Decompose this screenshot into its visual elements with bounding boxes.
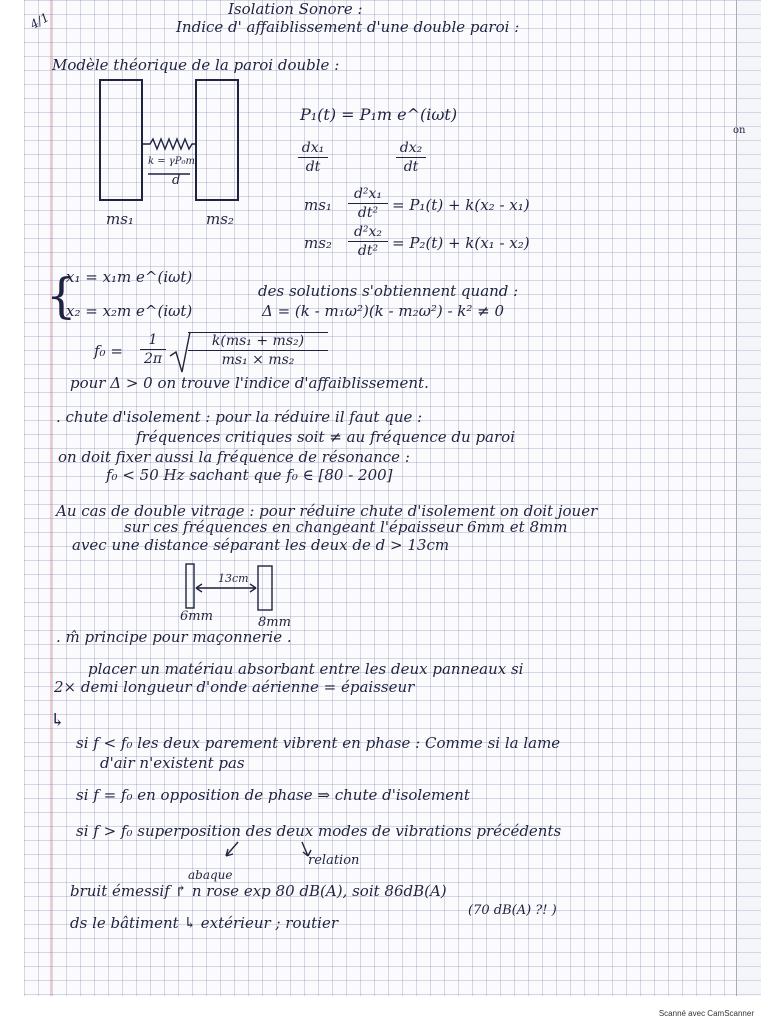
system-brace: { — [46, 268, 77, 324]
bruit-line-1: bruit émessif ↱ n rose exp 80 dB(A), soit 86dB(A) — [70, 882, 447, 900]
eq-motion-2-den: dt² — [357, 243, 379, 259]
glass-right-label: 8mm — [258, 615, 291, 630]
sys-x2: x₂ = x₂m e^(iωt) — [66, 302, 193, 320]
line-double-3: avec une distance séparant les deux de d > 13cm — [72, 536, 450, 554]
glass-left-label: 6mm — [180, 609, 213, 624]
f0-frac — [140, 332, 166, 367]
model-heading: Modèle théorique de la paroi double : — [52, 56, 340, 74]
eq-pressure: P₁(t) = P₁m e^(iωt) — [300, 105, 458, 124]
f0-sqrt — [188, 332, 328, 368]
line-freq: fréquences critiques soit ≠ au fréquence du paroi — [136, 428, 515, 446]
eq-motion-2-lhs: ms₂ — [304, 234, 332, 252]
title-line-1: Isolation Sonore : — [228, 0, 363, 18]
eq-deriv-2 — [396, 140, 426, 175]
line-f0-condition: f₀ < 50 Hz sachant que f₀ ∈ [80 - 200] — [106, 466, 393, 484]
line-principe: . m̂ principe pour maçonnerie . — [56, 628, 292, 646]
eq-deriv-1 — [298, 140, 328, 175]
bruit-paren: (70 dB(A) ?! ) — [468, 903, 557, 918]
eq-motion-2-frac — [348, 224, 388, 259]
eq-deriv-1-num: dx₁ — [301, 140, 325, 156]
f0-sqrt-num: k(ms₁ + ms₂) — [211, 333, 305, 349]
spring-constant-den: d — [172, 173, 181, 188]
arrow-icon: ↳ — [50, 710, 66, 731]
f0-frac-num: 1 — [148, 332, 158, 348]
note-relation: relation — [308, 853, 360, 868]
double-wall-diagram — [96, 78, 256, 218]
eq-deriv-2-num: dx₂ — [399, 140, 423, 156]
page-edge-strip — [733, 0, 761, 996]
line-fixer: on doit fixer aussi la fréquence de résonance : — [58, 448, 410, 466]
label-ms2: ms₂ — [206, 210, 234, 228]
case-1-a: si f < f₀ les deux parement vibrent en phase : Comme si la lame — [76, 734, 561, 752]
case-1-b: d'air n'existent pas — [100, 754, 245, 772]
eq-motion-1-lhs: ms₁ — [304, 196, 332, 214]
margin-line — [50, 0, 52, 996]
solutions-text: des solutions s'obtiennent quand : — [258, 282, 519, 300]
line-demi: 2× demi longueur d'onde aérienne = épaisseur — [54, 678, 415, 696]
glass-gap-label: 13cm — [218, 572, 249, 585]
line-double-1: Au cas de double vitrage : pour réduire chute d'isolement on doit jouer — [56, 502, 598, 520]
case-3: si f > f₀ superposition des deux modes de vibrations précédents — [76, 822, 562, 840]
bruit-line-2: ds le bâtiment ↳ extérieur ; routier — [70, 914, 339, 932]
line-chute: . chute d'isolement : pour la réduire il faut que : — [56, 408, 423, 426]
sys-x1: x₁ = x₁m e^(iωt) — [66, 268, 193, 286]
spring-icon — [142, 139, 196, 149]
side-mark: on — [733, 125, 746, 136]
line-placer: placer un matériau absorbant entre les deux panneaux si — [88, 660, 524, 678]
eq-deriv-2-den: dt — [403, 159, 419, 175]
wall-1 — [100, 80, 142, 200]
header-mark: 4/1 — [27, 10, 52, 32]
note-abaque: abaque — [188, 868, 233, 882]
eq-motion-2-num: d²x₂ — [353, 224, 383, 240]
label-ms1: ms₁ — [106, 210, 134, 228]
line-delta: pour Δ > 0 on trouve l'indice d'affaiblissement. — [70, 374, 429, 392]
wall-2 — [196, 80, 238, 200]
eq-motion-2-rhs: = P₂(t) + k(x₁ - x₂) — [392, 234, 530, 252]
f0-frac-den: 2π — [143, 351, 163, 367]
scanner-footer: Scanné avec CamScanner — [658, 1009, 754, 1018]
spring-constant-label: k = γP₀m — [148, 156, 195, 167]
scan-left-edge — [0, 0, 24, 1000]
title-line-2: Indice d' affaiblissement d'une double paroi : — [176, 18, 520, 36]
case-2: si f = f₀ en opposition de phase ⇒ chute d'isolement — [76, 786, 470, 804]
delta-equation: Δ = (k - m₁ω²)(k - m₂ω²) - k² ≠ 0 — [262, 302, 505, 320]
eq-motion-1-frac — [348, 186, 388, 221]
eq-motion-1-den: dt² — [357, 205, 379, 221]
glass-pane-2 — [258, 566, 272, 610]
f0-lhs: f₀ = — [94, 342, 123, 360]
eq-motion-1-rhs: = P₁(t) + k(x₂ - x₁) — [392, 196, 530, 214]
f0-sqrt-den: ms₁ × ms₂ — [221, 352, 295, 368]
eq-deriv-1-den: dt — [305, 159, 321, 175]
eq-motion-1-num: d²x₁ — [353, 186, 383, 202]
line-double-2: sur ces fréquences en changeant l'épaisseur 6mm et 8mm — [124, 518, 568, 536]
glass-pane-1 — [186, 564, 194, 608]
